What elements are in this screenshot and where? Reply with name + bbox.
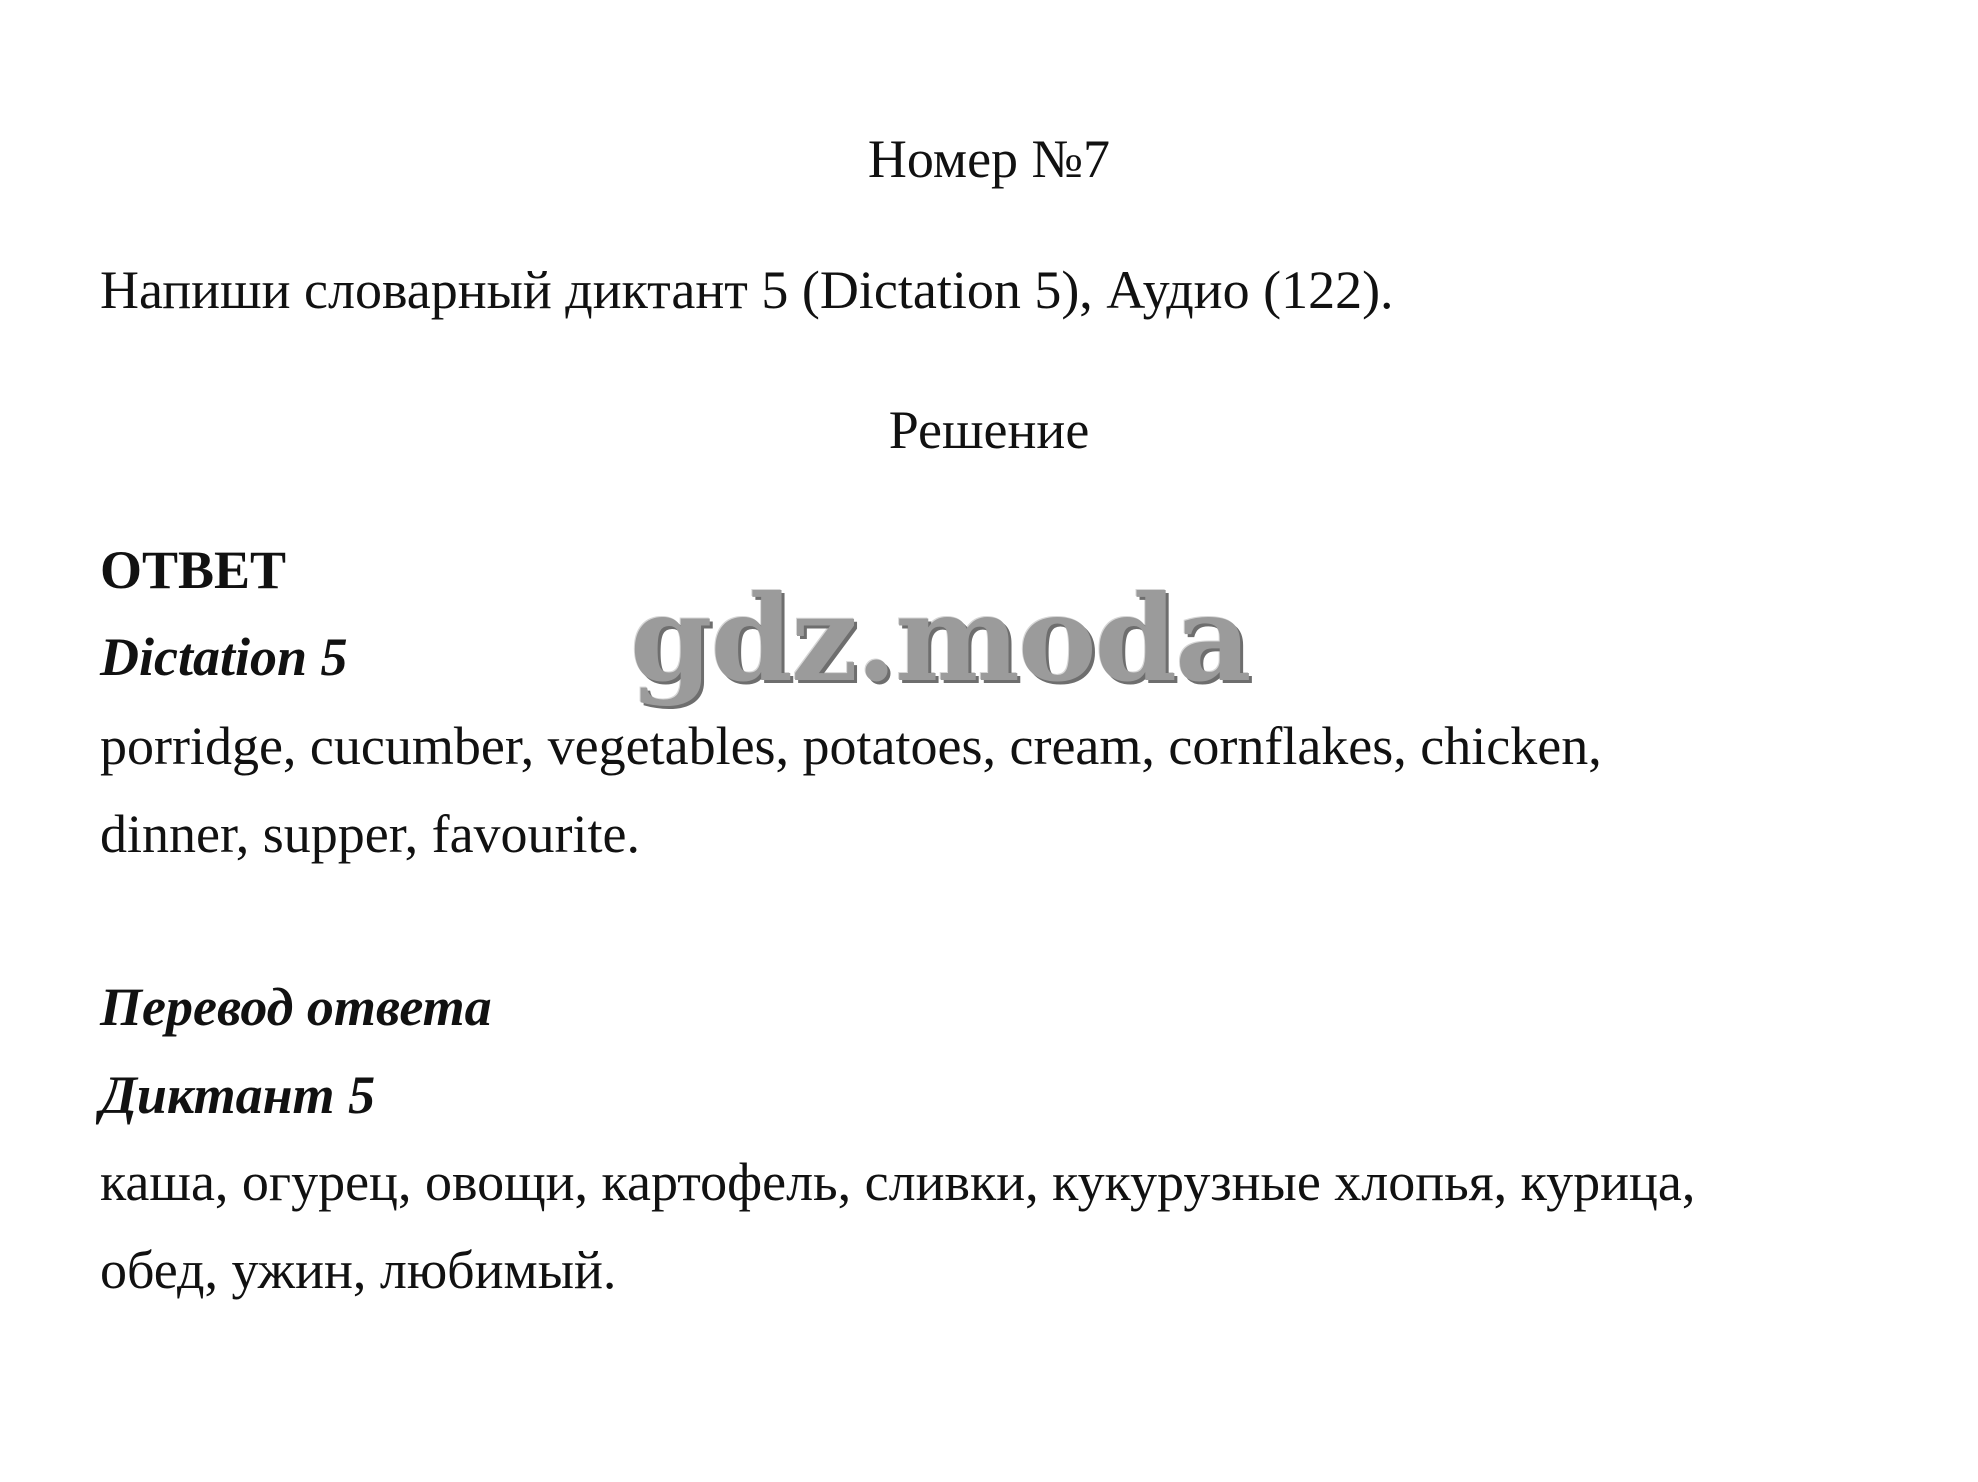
translation-heading: Перевод ответа xyxy=(100,977,492,1037)
translation-subheading: Диктант 5 xyxy=(100,1065,376,1125)
translation-line: каша, огурец, овощи, картофель, сливки, кукурузные хлопья, курица, xyxy=(100,1152,1696,1212)
watermark-logo: gdz.moda xyxy=(630,569,1250,708)
task-number-title: Номер №7 xyxy=(867,129,1111,189)
translation-line: обед, ужин, любимый. xyxy=(100,1240,617,1300)
dictation-heading: Dictation 5 xyxy=(100,627,348,687)
dictation-line: dinner, supper, favourite. xyxy=(100,804,640,864)
task-instruction: Напиши словарный диктант 5 (Dictation 5), Аудио (122). xyxy=(100,260,1394,320)
answer-label: ОТВЕТ xyxy=(100,540,287,600)
dictation-line: porridge, cucumber, vegetables, potatoes, cream, cornflakes, chicken, xyxy=(100,716,1602,776)
solution-title: Решение xyxy=(888,400,1090,460)
